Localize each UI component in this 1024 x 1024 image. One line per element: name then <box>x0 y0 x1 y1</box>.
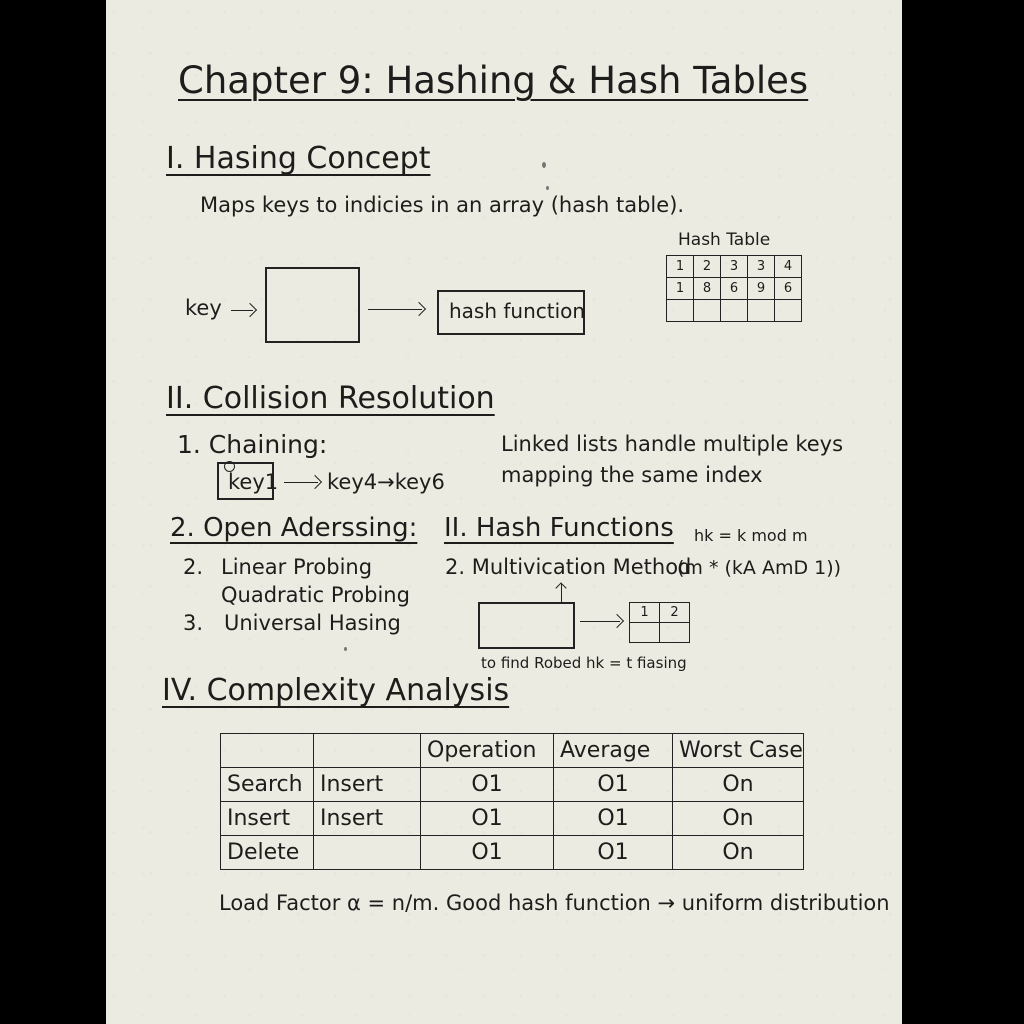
chain-node-circle <box>224 461 235 472</box>
method-output-table <box>629 602 690 643</box>
row-cell: On <box>673 768 804 802</box>
ink-speck <box>344 647 347 651</box>
box-to-function-arrow <box>368 309 422 310</box>
open-addressing-heading: 2. Open Aderssing: <box>170 513 418 543</box>
row-cell: Insert <box>314 802 421 836</box>
row-cell <box>314 836 421 870</box>
row-cell: O1 <box>554 802 673 836</box>
input-box <box>265 267 360 343</box>
hash-table-cell <box>667 300 694 322</box>
chain-arrow <box>284 482 318 483</box>
row-cell: Search <box>221 768 314 802</box>
complexity-heading: IV. Complexity Analysis <box>162 673 510 708</box>
row-cell: O1 <box>421 836 554 870</box>
hash-table-cell <box>694 300 721 322</box>
chain-rest: key4→key6 <box>327 470 445 494</box>
load-factor-footer: Load Factor α = n/m. Good hash function → uniform distribution <box>219 891 890 915</box>
hash-table-cell: 1 <box>667 256 694 278</box>
multiplication-method: 2. Multivication Method <box>445 555 692 579</box>
row-cell: Insert <box>221 802 314 836</box>
hash-functions-heading: II. Hash Functions <box>444 513 674 543</box>
table-header-row <box>221 734 804 768</box>
header-cell <box>221 734 314 768</box>
table-row <box>221 768 804 802</box>
header-cell: Operation <box>421 734 554 768</box>
header-cell <box>314 734 421 768</box>
method-caption: to find Robed hk = t fiasing <box>481 654 687 672</box>
chaining-label: 1. Chaining: <box>177 430 328 459</box>
hash-table-cell: 1 <box>667 278 694 300</box>
row-cell: Insert <box>314 768 421 802</box>
chain-key1: key1 <box>228 470 279 494</box>
ink-speck <box>546 186 549 190</box>
hash-table-cell <box>775 300 802 322</box>
mini-cell: 2 <box>660 603 690 623</box>
header-cell: Average <box>554 734 673 768</box>
mini-cell <box>660 623 690 643</box>
hash-table-row <box>667 278 802 300</box>
hash-table-cell: 2 <box>694 256 721 278</box>
hash-table-cell <box>748 300 775 322</box>
table-row <box>221 802 804 836</box>
hashing-concept-text: Maps keys to indicies in an array (hash table). <box>200 193 685 217</box>
hash-function-label: hash function <box>449 299 586 323</box>
list-num-1: 2. <box>183 555 204 579</box>
hash-table-cell <box>721 300 748 322</box>
key-label: key <box>185 296 222 320</box>
section-hashing-concept-heading: I. Hasing Concept <box>166 141 431 176</box>
hash-table-cell: 4 <box>775 256 802 278</box>
row-cell: O1 <box>421 802 554 836</box>
header-cell: Worst Case <box>673 734 804 768</box>
hash-table-cell: 8 <box>694 278 721 300</box>
row-cell: O1 <box>421 768 554 802</box>
mini-cell <box>630 623 660 643</box>
mini-cell: 1 <box>630 603 660 623</box>
row-cell: On <box>673 802 804 836</box>
hash-table-cell: 9 <box>748 278 775 300</box>
key-arrow <box>231 310 253 311</box>
page-title: Chapter 9: Hashing & Hash Tables <box>178 59 809 102</box>
hash-table-row <box>667 256 802 278</box>
method-input-box <box>478 602 575 649</box>
hash-table-cell: 6 <box>721 278 748 300</box>
table-row <box>221 836 804 870</box>
list-item-quadratic-probing: Quadratic Probing <box>221 583 410 607</box>
list-item-universal-hashing: Universal Hasing <box>224 611 401 635</box>
section-collision-heading: II. Collision Resolution <box>166 381 495 416</box>
hash-table-diagram <box>666 255 802 322</box>
row-cell: On <box>673 836 804 870</box>
linked-text-1: Linked lists handle multiple keys <box>501 432 844 456</box>
method-formula: (m * (kA AmD 1)) <box>677 557 842 579</box>
list-num-3: 3. <box>183 611 204 635</box>
hash-formula: hk = k mod m <box>694 526 808 545</box>
row-cell: O1 <box>554 836 673 870</box>
list-item-linear-probing: Linear Probing <box>221 555 373 579</box>
ink-speck <box>542 162 546 168</box>
hash-table-cell: 6 <box>775 278 802 300</box>
hash-table-cell: 3 <box>721 256 748 278</box>
row-cell: Delete <box>221 836 314 870</box>
complexity-table <box>220 733 804 870</box>
hash-table-cell: 3 <box>748 256 775 278</box>
method-arrow <box>580 621 620 622</box>
row-cell: O1 <box>554 768 673 802</box>
hash-table-label: Hash Table <box>678 230 771 250</box>
hash-table-row <box>667 300 802 322</box>
linked-text-2: mapping the same index <box>501 463 763 487</box>
